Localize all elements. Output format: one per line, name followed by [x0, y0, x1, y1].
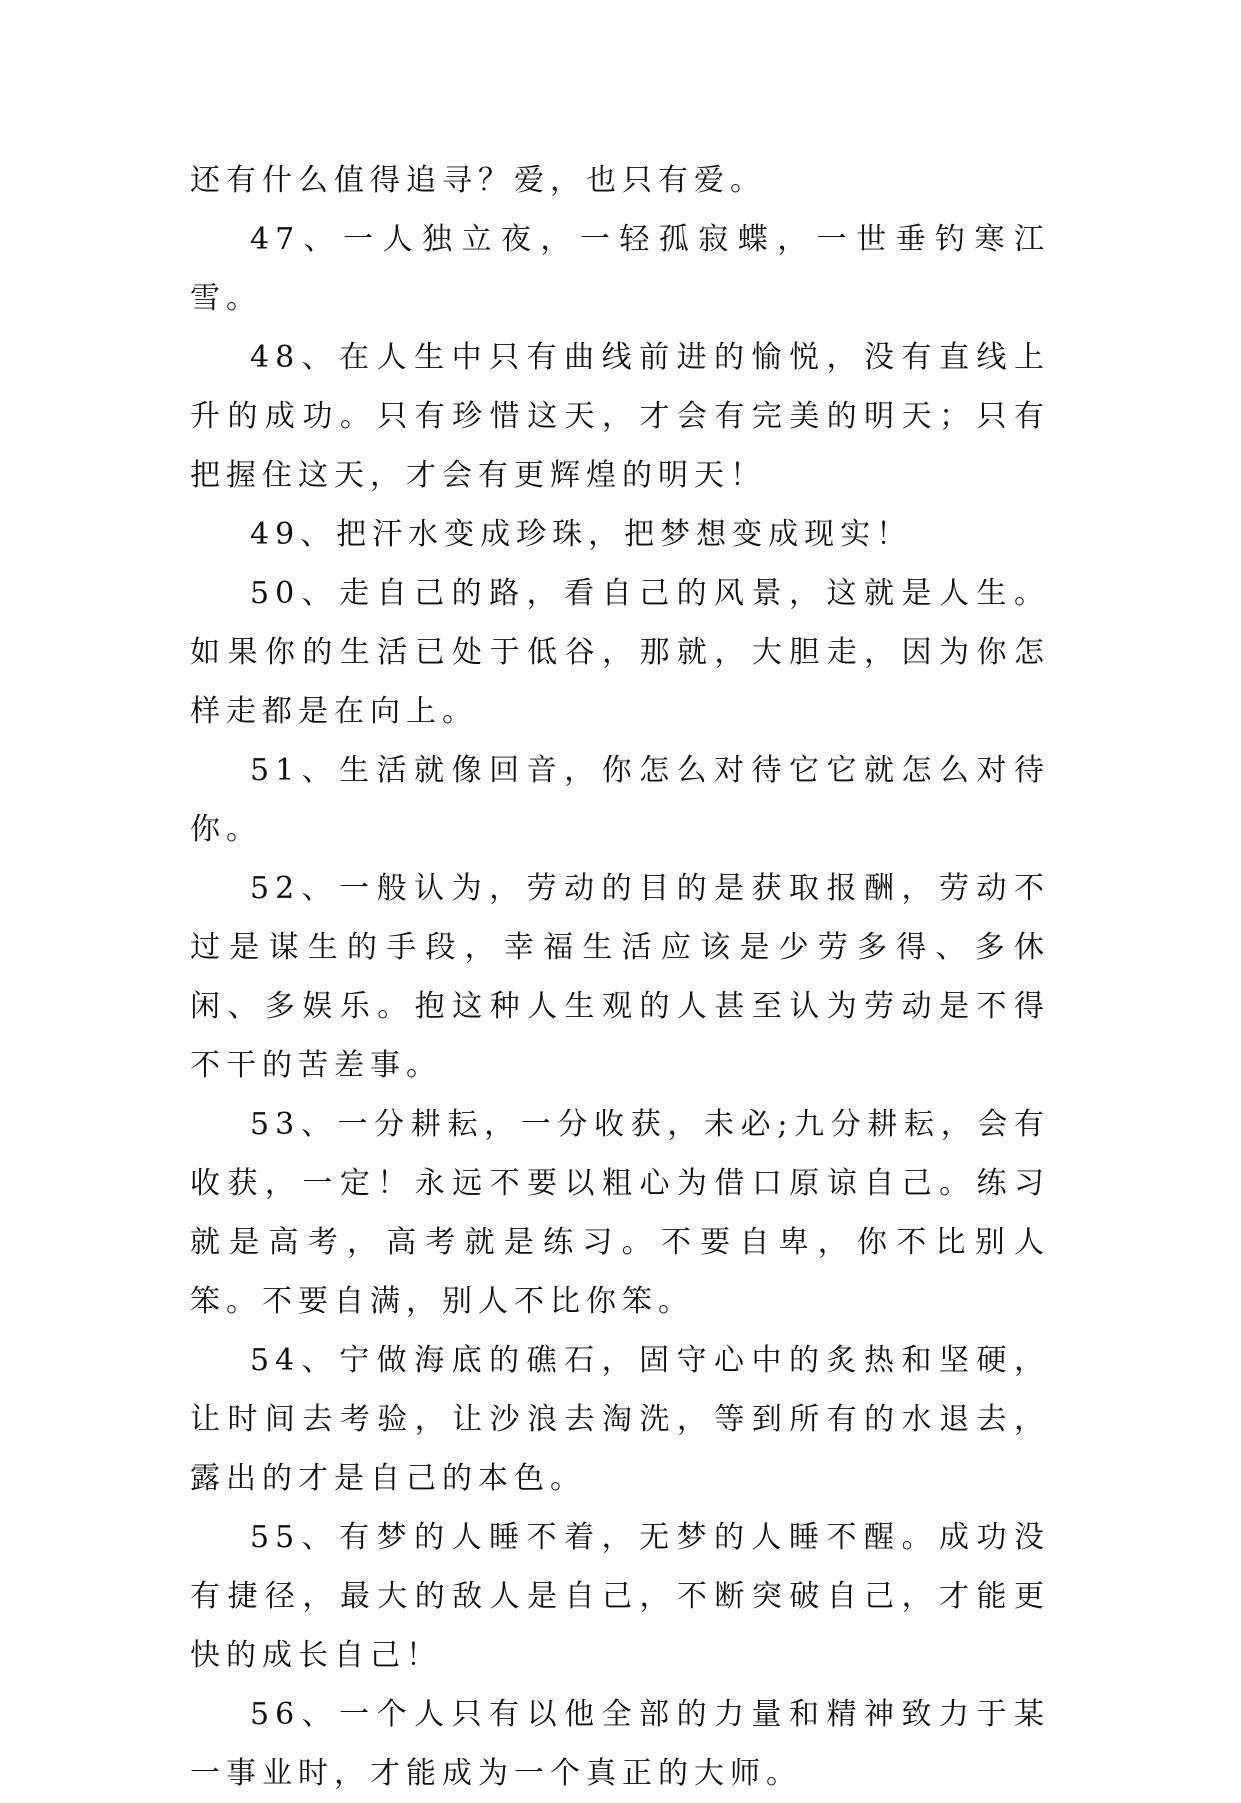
paragraph-quote-54: 54、宁做海底的礁石，固守心中的炙热和坚硬，让时间去考验，让沙浪去淘洗，等到所有的水退去，露出的才是自己的本色。: [190, 1343, 1050, 1496]
document-body: [190, 151, 1050, 1803]
paragraph-continuation: 还有什么值得追寻？爱，也只有爱。: [190, 163, 766, 198]
paragraph-quote-52: 52、一般认为，劳动的目的是获取报酬，劳动不过是谋生的手段，幸福生活应该是少劳多得、多休闲、多娱乐。抱这种人生观的人甚至认为劳动是不得不干的苦差事。: [190, 871, 1050, 1083]
paragraph-quote-50: 50、走自己的路，看自己的风景，这就是人生。如果你的生活已处于低谷，那就，大胆走，因为你怎样走都是在向上。: [190, 576, 1050, 729]
paragraph-quote-49: 49、把汗水变成珍珠，把梦想变成现实！: [250, 517, 913, 552]
paragraph-quote-48: 48、在人生中只有曲线前进的愉悦，没有直线上升的成功。只有珍惜这天，才会有完美的明天；只有把握住这天，才会有更辉煌的明天！: [190, 340, 1050, 493]
paragraph-quote-51: 51、生活就像回音，你怎么对待它它就怎么对待你。: [190, 753, 1050, 847]
paragraph-quote-55: 55、有梦的人睡不着，无梦的人睡不醒。成功没有捷径，最大的敌人是自己，不断突破自己，才能更快的成长自己！: [190, 1520, 1050, 1673]
paragraph-quote-53: 53、一分耕耘，一分收获，未必;九分耕耘，会有收获，一定！永远不要以粗心为借口原谅自己。练习就是高考，高考就是练习。不要自卑，你不比别人笨。不要自满，别人不比你笨。: [190, 1107, 1050, 1319]
paragraph-quote-47: 47、一人独立夜，一轻孤寂蝶，一世垂钓寒江雪。: [190, 222, 1050, 316]
paragraph-quote-56: 56、一个人只有以他全部的力量和精神致力于某一事业时，才能成为一个真正的大师。: [190, 1697, 1050, 1791]
